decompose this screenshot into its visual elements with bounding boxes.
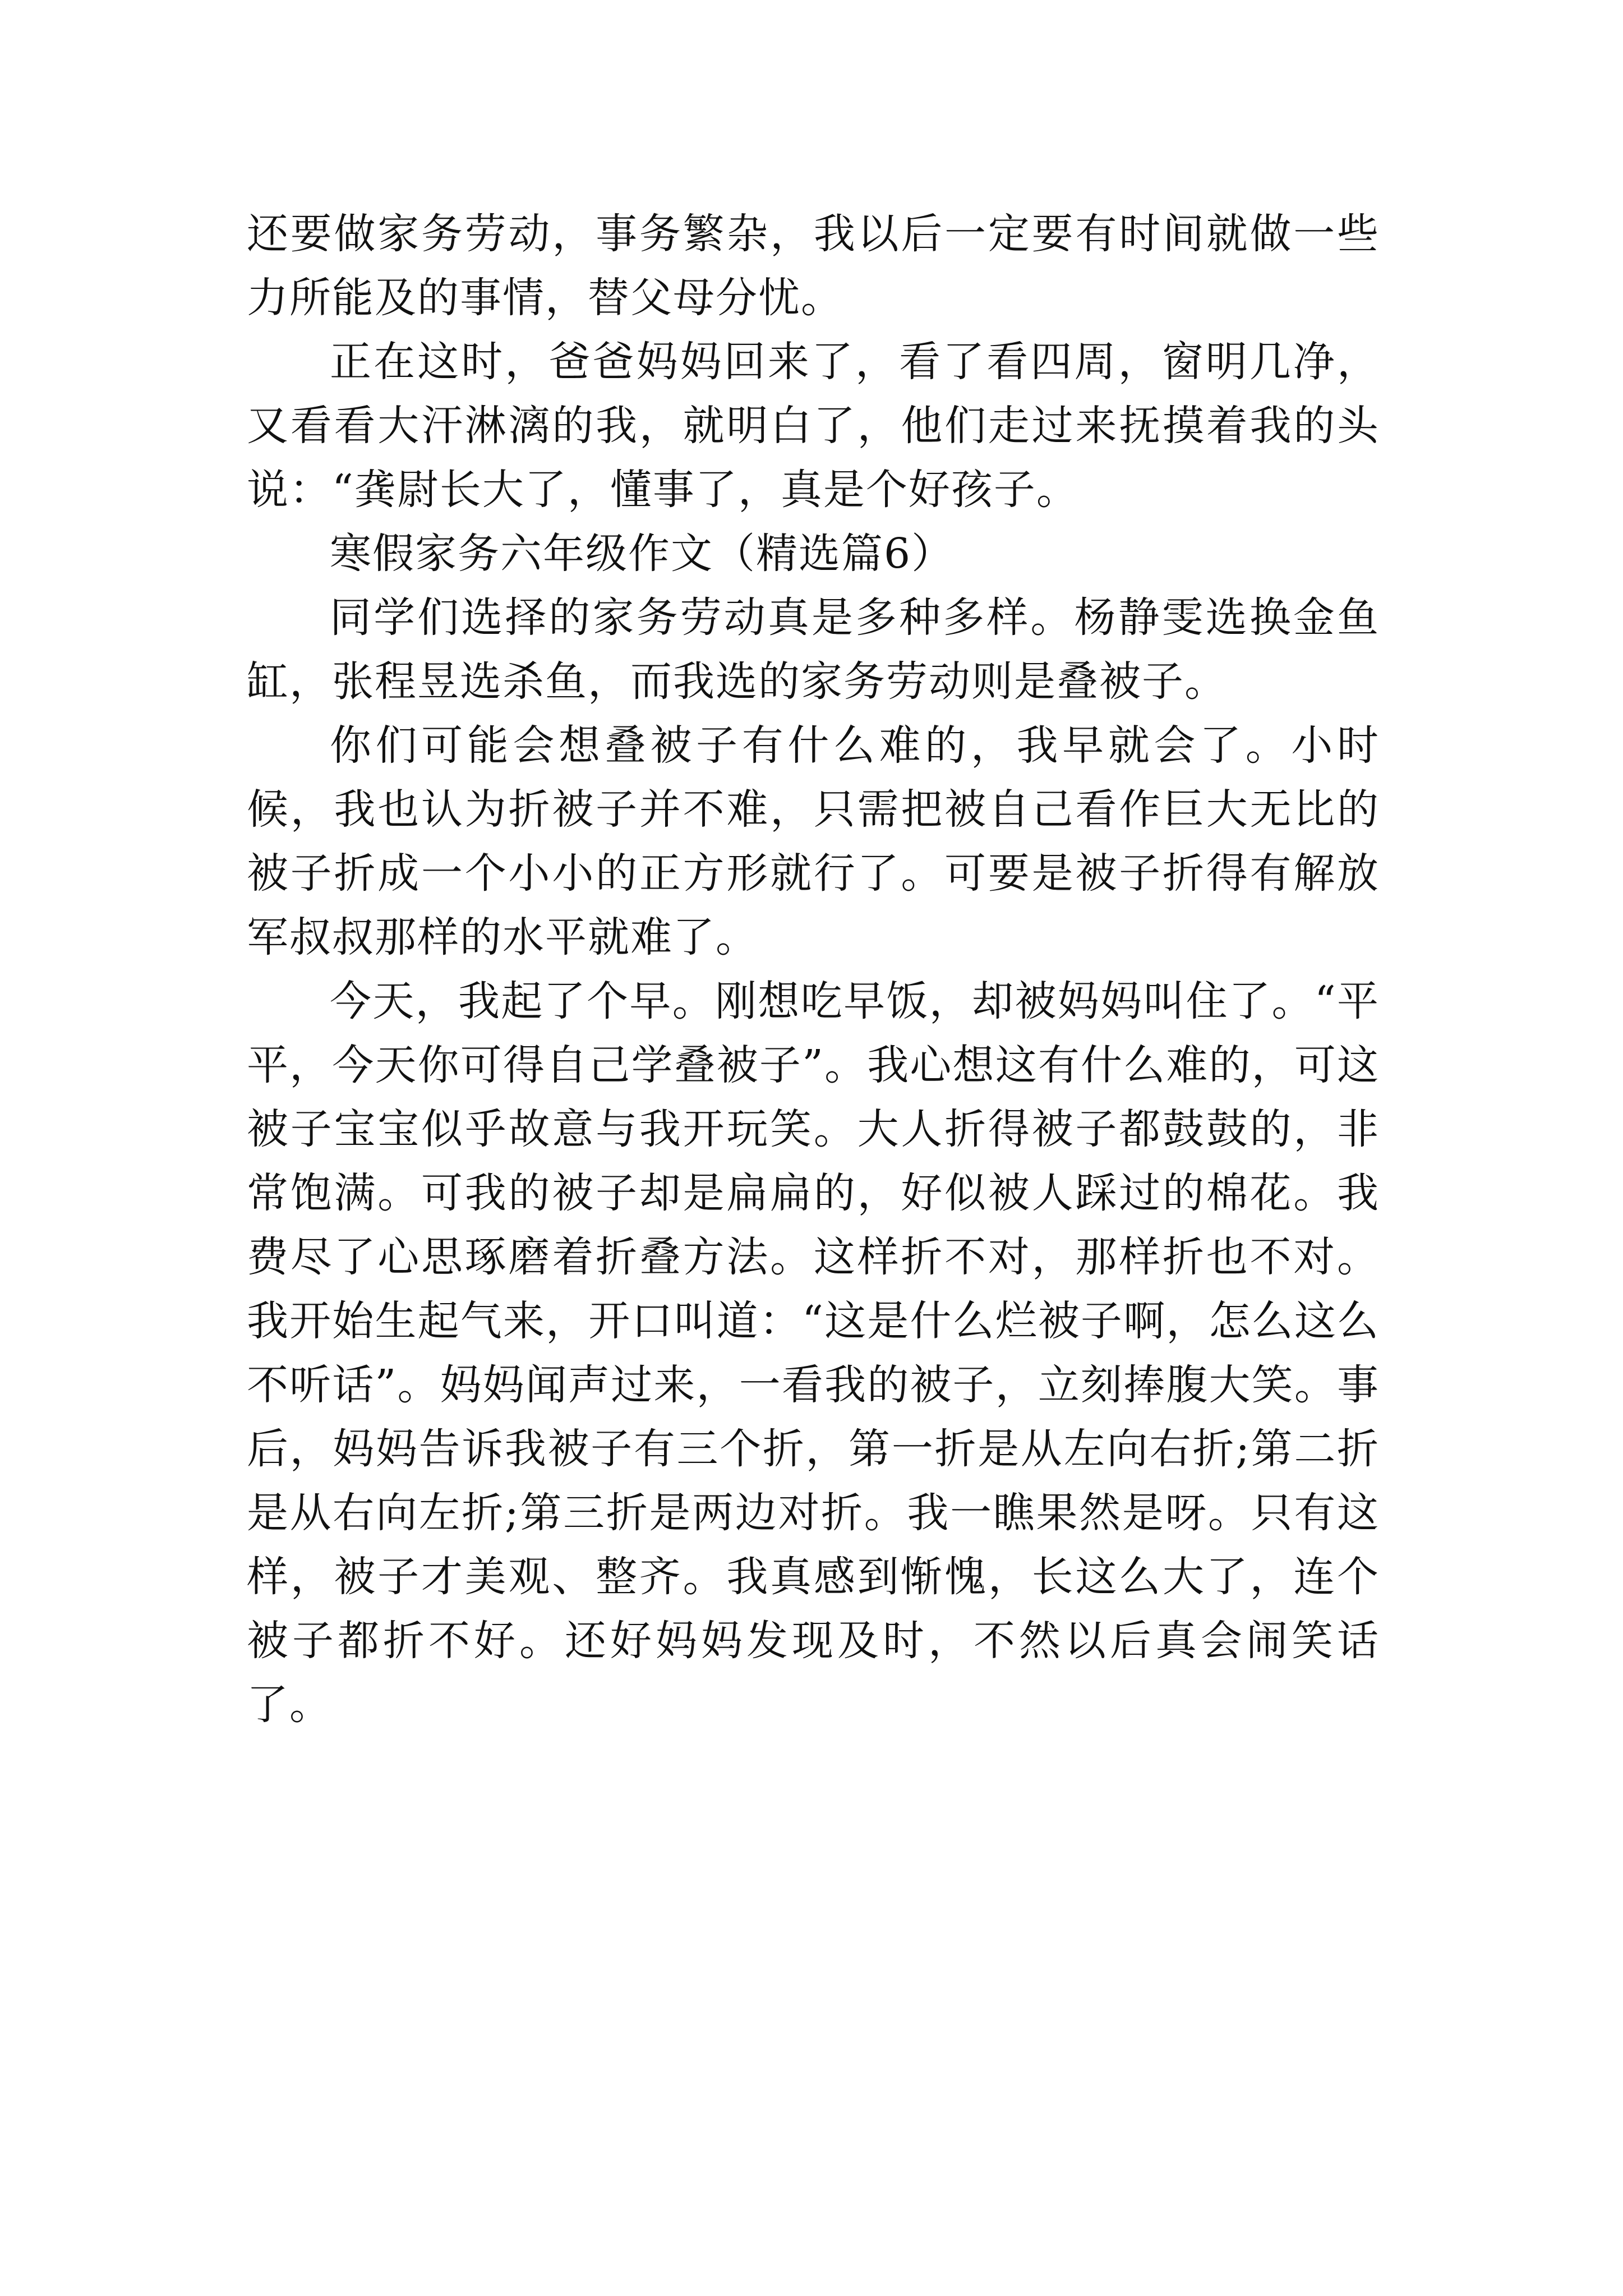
document-body (247, 202, 1380, 1737)
paragraph: 同学们选择的家务劳动真是多种多样。杨静雯选换金鱼缸，张程昱选杀鱼，而我选的家务劳动则是叠被子。 (247, 593, 1380, 706)
paragraph-continuation: 还要做家务劳动，事务繁杂，我以后一定要有时间就做一些力所能及的事情，替父母分忧。 (247, 210, 1380, 322)
paragraph: 正在这时，爸爸妈妈回来了，看了看四周，窗明几净，又看看大汗淋漓的我，就明白了，他们走过来抚摸着我的头说：“龚尉长大了，懂事了，真是个好孩子。 (247, 338, 1380, 514)
section-heading: 寒假家务六年级作文（精选篇6） (330, 530, 955, 578)
paragraph: 你们可能会想叠被子有什么难的，我早就会了。小时候，我也认为折被子并不难，只需把被自己看作巨大无比的被子折成一个小小的正方形就行了。可要是被子折得有解放军叔叔那样的水平就难了。 (247, 721, 1380, 961)
paragraph: 今天，我起了个早。刚想吃早饭，却被妈妈叫住了。“平平，今天你可得自己学叠被子”。我心想这有什么难的，可这被子宝宝似乎故意与我开玩笑。大人折得被子都鼓鼓的，非常饱满。可我的被子却是扁扁的，好似被人踩过的棉花。我费尽了心思琢磨着折叠方法。这样折不对，那样折也不对。我开始生起气来，开口叫道：“这是什么烂被子啊，怎么这么不听话”。妈妈闻声过来，一看我的被子，立刻捧腹大笑。事后，妈妈告诉我被子有三个折，第一折是从左向右折;第二折是从右向左折;第三折是两边对折。我一瞧果然是呀。只有这样，被子才美观、整齐。我真感到惭愧，长这么大了，连个被子都折不好。还好妈妈发现及时，不然以后真会闹笑话了。 (247, 977, 1380, 1729)
